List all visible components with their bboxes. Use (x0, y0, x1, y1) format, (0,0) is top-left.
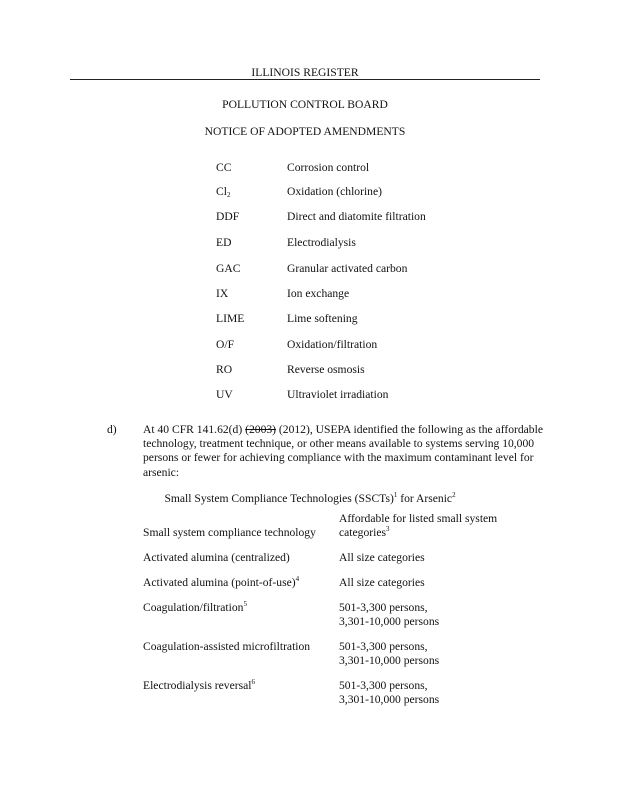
abbr-desc: Direct and diatomite filtration (287, 210, 426, 223)
table-cell-affordable: 501-3,300 persons, (339, 601, 428, 614)
abbr-code: O/F (216, 338, 235, 351)
abbr-code: UV (216, 388, 233, 401)
abbr-code: LIME (216, 312, 245, 325)
section-label: d) (107, 423, 117, 436)
cell-text: Activated alumina (centralized) (143, 551, 290, 564)
abbr-code: CC (216, 161, 232, 174)
table-title (100, 492, 520, 506)
table-header-technology: Small system compliance technology (143, 526, 316, 539)
table-cell-affordable: All size categories (339, 551, 425, 564)
abbr-desc: Reverse osmosis (287, 363, 365, 376)
struck-text: (2003) (245, 423, 277, 436)
section-paragraph (143, 423, 553, 480)
abbr-code: ED (216, 236, 232, 249)
footnote-ref: 1 (393, 491, 398, 499)
table-title-text: Small System Compliance Technologies (SSCTs) (164, 492, 394, 505)
footnote-ref: 6 (251, 678, 255, 686)
table-cell-affordable: 501-3,300 persons, (339, 679, 428, 692)
table-cell-technology (143, 551, 290, 565)
abbr-desc: Granular activated carbon (287, 262, 408, 275)
table-header-affordable (339, 526, 390, 540)
abbr-desc: Oxidation/filtration (287, 338, 378, 351)
abbr-desc: Ultraviolet irradiation (287, 388, 389, 401)
table-cell-technology (143, 576, 299, 590)
footnote-ref: 3 (386, 525, 390, 533)
paragraph-text-before: At 40 CFR 141.62(d) (143, 423, 246, 436)
table-cell-affordable: 3,301-10,000 persons (339, 693, 440, 706)
header-rule (70, 79, 540, 80)
table-cell-affordable: All size categories (339, 576, 425, 589)
cell-text: Electrodialysis reversal (143, 679, 252, 692)
footnote-ref: 5 (243, 600, 247, 608)
abbr-code: IX (216, 287, 229, 300)
abbr-code-text: Cl (216, 185, 227, 198)
table-cell-affordable: 501-3,300 persons, (339, 640, 428, 653)
table-cell-technology (143, 640, 310, 654)
abbr-code: GAC (216, 262, 241, 275)
abbr-code: RO (216, 363, 233, 376)
abbr-desc: Electrodialysis (287, 236, 356, 249)
table-cell-affordable: 3,301-10,000 persons (339, 615, 440, 628)
table-cell-affordable: 3,301-10,000 persons (339, 654, 440, 667)
table-header-affordable: Affordable for listed small system (339, 512, 498, 525)
footnote-ref: 2 (452, 491, 456, 499)
table-header-text: categories (339, 526, 386, 539)
cell-text: Coagulation/filtration (143, 601, 244, 614)
table-cell-technology (143, 679, 255, 693)
abbr-desc: Corrosion control (287, 161, 370, 174)
abbr-code-subscript: 2 (226, 191, 231, 199)
register-header: ILLINOIS REGISTER (251, 66, 359, 79)
abbr-code (216, 185, 230, 199)
board-heading: POLLUTION CONTROL BOARD (222, 98, 388, 111)
table-title-text: for Arsenic (397, 492, 453, 505)
table-cell-technology (143, 601, 247, 615)
notice-heading: NOTICE OF ADOPTED AMENDMENTS (204, 125, 406, 138)
abbr-desc: Oxidation (chlorine) (287, 185, 382, 198)
cell-text: Coagulation-assisted microfiltration (143, 640, 311, 653)
paragraph-text-after: (2012), USEPA identified the following as the affordable technology, treatment technique, or other means available to systems serving 10,000 persons or fewer for achieving compliance with the maximum contaminant level for arsenic: (143, 423, 543, 479)
cell-text: Activated alumina (point-of-use) (143, 576, 296, 589)
abbr-desc: Ion exchange (287, 287, 350, 300)
abbr-desc: Lime softening (287, 312, 358, 325)
footnote-ref: 4 (295, 575, 300, 583)
abbr-code: DDF (216, 210, 240, 223)
